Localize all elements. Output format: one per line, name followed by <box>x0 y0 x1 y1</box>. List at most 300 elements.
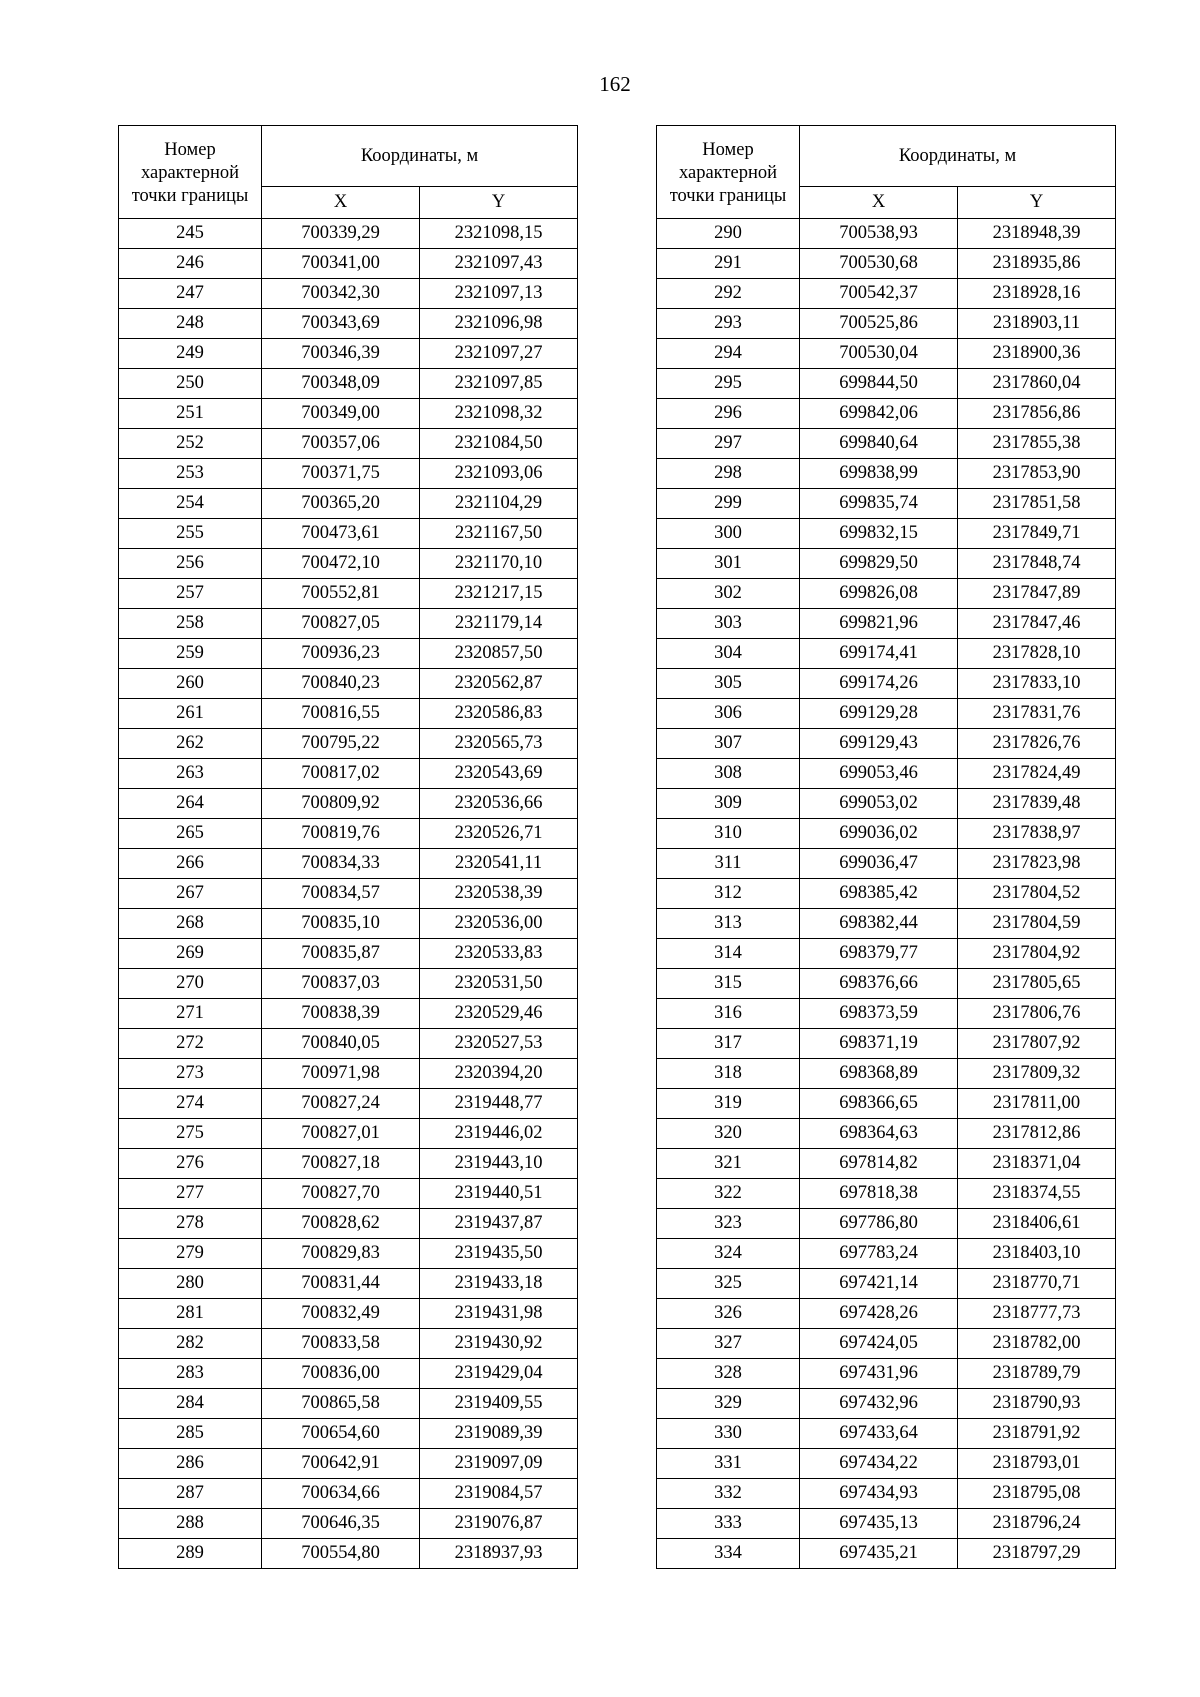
point-number-cell: 297 <box>657 429 800 459</box>
point-number-cell: 269 <box>119 939 262 969</box>
x-coordinate-cell: 700346,39 <box>262 339 420 369</box>
y-coordinate-cell: 2317824,49 <box>958 759 1116 789</box>
y-coordinate-cell: 2318937,93 <box>420 1539 578 1569</box>
point-number-cell: 286 <box>119 1449 262 1479</box>
table-row <box>119 309 578 339</box>
x-coordinate-cell: 700646,35 <box>262 1509 420 1539</box>
table-row <box>657 1059 1116 1089</box>
y-coordinate-cell: 2321098,15 <box>420 219 578 249</box>
table-body-left <box>119 219 578 1569</box>
x-coordinate-cell: 700816,55 <box>262 699 420 729</box>
point-number-cell: 294 <box>657 339 800 369</box>
y-coordinate-cell: 2320541,11 <box>420 849 578 879</box>
table-body-right <box>657 219 1116 1569</box>
point-number-cell: 327 <box>657 1329 800 1359</box>
x-coordinate-cell: 700342,30 <box>262 279 420 309</box>
y-coordinate-cell: 2320527,53 <box>420 1029 578 1059</box>
point-number-cell: 266 <box>119 849 262 879</box>
y-coordinate-cell: 2317809,32 <box>958 1059 1116 1089</box>
y-coordinate-cell: 2321167,50 <box>420 519 578 549</box>
point-number-cell: 280 <box>119 1269 262 1299</box>
table-row <box>657 1149 1116 1179</box>
table-row <box>119 1479 578 1509</box>
point-number-cell: 309 <box>657 789 800 819</box>
table-row <box>657 309 1116 339</box>
point-number-cell: 265 <box>119 819 262 849</box>
x-coordinate-cell: 700809,92 <box>262 789 420 819</box>
header-point-number: Номер характерной точки границы <box>119 126 262 219</box>
table-row <box>657 969 1116 999</box>
point-number-cell: 279 <box>119 1239 262 1269</box>
y-coordinate-cell: 2321096,98 <box>420 309 578 339</box>
x-coordinate-cell: 700552,81 <box>262 579 420 609</box>
x-coordinate-cell: 700840,05 <box>262 1029 420 1059</box>
x-coordinate-cell: 698379,77 <box>800 939 958 969</box>
y-coordinate-cell: 2317826,76 <box>958 729 1116 759</box>
x-coordinate-cell: 699840,64 <box>800 429 958 459</box>
table-row <box>119 549 578 579</box>
table-row <box>119 939 578 969</box>
y-coordinate-cell: 2318935,86 <box>958 249 1116 279</box>
point-number-cell: 307 <box>657 729 800 759</box>
table-row <box>119 1509 578 1539</box>
point-number-cell: 311 <box>657 849 800 879</box>
table-row <box>657 1089 1116 1119</box>
y-coordinate-cell: 2319097,09 <box>420 1449 578 1479</box>
y-coordinate-cell: 2320538,39 <box>420 879 578 909</box>
y-coordinate-cell: 2317856,86 <box>958 399 1116 429</box>
y-coordinate-cell: 2319084,57 <box>420 1479 578 1509</box>
x-coordinate-cell: 698366,65 <box>800 1089 958 1119</box>
point-number-cell: 323 <box>657 1209 800 1239</box>
table-row <box>657 609 1116 639</box>
table-row <box>657 1299 1116 1329</box>
table-row <box>657 759 1116 789</box>
table-row <box>119 1389 578 1419</box>
x-coordinate-cell: 700349,00 <box>262 399 420 429</box>
y-coordinate-cell: 2321097,85 <box>420 369 578 399</box>
table-row <box>119 969 578 999</box>
x-coordinate-cell: 698373,59 <box>800 999 958 1029</box>
y-coordinate-cell: 2320586,83 <box>420 699 578 729</box>
y-coordinate-cell: 2317804,52 <box>958 879 1116 909</box>
x-coordinate-cell: 697431,96 <box>800 1359 958 1389</box>
table-row <box>119 789 578 819</box>
x-coordinate-cell: 700827,05 <box>262 609 420 639</box>
table-row <box>657 1509 1116 1539</box>
header-x: X <box>262 187 420 219</box>
y-coordinate-cell: 2320857,50 <box>420 639 578 669</box>
y-coordinate-cell: 2318371,04 <box>958 1149 1116 1179</box>
point-number-cell: 303 <box>657 609 800 639</box>
y-coordinate-cell: 2318777,73 <box>958 1299 1116 1329</box>
point-number-cell: 333 <box>657 1509 800 1539</box>
table-row <box>657 519 1116 549</box>
x-coordinate-cell: 699838,99 <box>800 459 958 489</box>
y-coordinate-cell: 2317828,10 <box>958 639 1116 669</box>
table-row <box>657 669 1116 699</box>
y-coordinate-cell: 2317849,71 <box>958 519 1116 549</box>
point-number-cell: 270 <box>119 969 262 999</box>
point-number-cell: 256 <box>119 549 262 579</box>
y-coordinate-cell: 2317804,92 <box>958 939 1116 969</box>
table-row <box>119 399 578 429</box>
y-coordinate-cell: 2319448,77 <box>420 1089 578 1119</box>
page-number: 162 <box>599 72 631 96</box>
table-row <box>119 699 578 729</box>
point-number-cell: 292 <box>657 279 800 309</box>
header-point-number: Номер характерной точки границы <box>657 126 800 219</box>
y-coordinate-cell: 2317847,89 <box>958 579 1116 609</box>
table-row <box>119 1239 578 1269</box>
table-row <box>119 909 578 939</box>
point-number-cell: 257 <box>119 579 262 609</box>
table-row <box>119 279 578 309</box>
x-coordinate-cell: 700834,33 <box>262 849 420 879</box>
x-coordinate-cell: 700530,68 <box>800 249 958 279</box>
y-coordinate-cell: 2318403,10 <box>958 1239 1116 1269</box>
point-number-cell: 264 <box>119 789 262 819</box>
y-coordinate-cell: 2317855,38 <box>958 429 1116 459</box>
table-row <box>119 489 578 519</box>
y-coordinate-cell: 2318948,39 <box>958 219 1116 249</box>
y-coordinate-cell: 2318928,16 <box>958 279 1116 309</box>
point-number-cell: 296 <box>657 399 800 429</box>
y-coordinate-cell: 2318900,36 <box>958 339 1116 369</box>
point-number-cell: 318 <box>657 1059 800 1089</box>
table-row <box>657 849 1116 879</box>
table-row <box>657 819 1116 849</box>
table-row <box>119 1329 578 1359</box>
point-number-cell: 302 <box>657 579 800 609</box>
point-number-cell: 273 <box>119 1059 262 1089</box>
table-row <box>119 759 578 789</box>
table-row <box>657 1359 1116 1389</box>
point-number-cell: 290 <box>657 219 800 249</box>
point-number-cell: 308 <box>657 759 800 789</box>
y-coordinate-cell: 2317811,00 <box>958 1089 1116 1119</box>
x-coordinate-cell: 699129,43 <box>800 729 958 759</box>
x-coordinate-cell: 700371,75 <box>262 459 420 489</box>
x-coordinate-cell: 700538,93 <box>800 219 958 249</box>
point-number-cell: 261 <box>119 699 262 729</box>
table-row <box>119 639 578 669</box>
x-coordinate-cell: 700472,10 <box>262 549 420 579</box>
table-row <box>657 909 1116 939</box>
table-row <box>657 579 1116 609</box>
x-coordinate-cell: 700835,87 <box>262 939 420 969</box>
x-coordinate-cell: 698382,44 <box>800 909 958 939</box>
point-number-cell: 254 <box>119 489 262 519</box>
table-row <box>119 1149 578 1179</box>
point-number-cell: 262 <box>119 729 262 759</box>
table-row <box>119 579 578 609</box>
y-coordinate-cell: 2319437,87 <box>420 1209 578 1239</box>
point-number-cell: 267 <box>119 879 262 909</box>
y-coordinate-cell: 2320565,73 <box>420 729 578 759</box>
x-coordinate-cell: 700554,80 <box>262 1539 420 1569</box>
y-coordinate-cell: 2318793,01 <box>958 1449 1116 1479</box>
x-coordinate-cell: 697435,21 <box>800 1539 958 1569</box>
header-x: X <box>800 187 958 219</box>
x-coordinate-cell: 698376,66 <box>800 969 958 999</box>
point-number-cell: 248 <box>119 309 262 339</box>
point-number-cell: 271 <box>119 999 262 1029</box>
point-number-cell: 328 <box>657 1359 800 1389</box>
x-coordinate-cell: 699053,46 <box>800 759 958 789</box>
table-row <box>657 1479 1116 1509</box>
table-row <box>657 1239 1116 1269</box>
y-coordinate-cell: 2321097,43 <box>420 249 578 279</box>
point-number-cell: 281 <box>119 1299 262 1329</box>
y-coordinate-cell: 2317853,90 <box>958 459 1116 489</box>
y-coordinate-cell: 2318406,61 <box>958 1209 1116 1239</box>
x-coordinate-cell: 700343,69 <box>262 309 420 339</box>
point-number-cell: 249 <box>119 339 262 369</box>
x-coordinate-cell: 699826,08 <box>800 579 958 609</box>
x-coordinate-cell: 700828,62 <box>262 1209 420 1239</box>
y-coordinate-cell: 2319440,51 <box>420 1179 578 1209</box>
x-coordinate-cell: 700971,98 <box>262 1059 420 1089</box>
x-coordinate-cell: 697818,38 <box>800 1179 958 1209</box>
x-coordinate-cell: 700795,22 <box>262 729 420 759</box>
y-coordinate-cell: 2318903,11 <box>958 309 1116 339</box>
table-row <box>657 1449 1116 1479</box>
y-coordinate-cell: 2319443,10 <box>420 1149 578 1179</box>
y-coordinate-cell: 2317847,46 <box>958 609 1116 639</box>
point-number-cell: 313 <box>657 909 800 939</box>
table-row <box>657 249 1116 279</box>
x-coordinate-cell: 698364,63 <box>800 1119 958 1149</box>
y-coordinate-cell: 2317807,92 <box>958 1029 1116 1059</box>
table-row <box>119 1059 578 1089</box>
point-number-cell: 322 <box>657 1179 800 1209</box>
point-number-cell: 251 <box>119 399 262 429</box>
header-y: Y <box>958 187 1116 219</box>
table-row <box>657 999 1116 1029</box>
table-row <box>119 1419 578 1449</box>
table-row <box>657 1329 1116 1359</box>
x-coordinate-cell: 700840,23 <box>262 669 420 699</box>
y-coordinate-cell: 2317831,76 <box>958 699 1116 729</box>
table-row <box>119 1359 578 1389</box>
y-coordinate-cell: 2319433,18 <box>420 1269 578 1299</box>
point-number-cell: 246 <box>119 249 262 279</box>
point-number-cell: 319 <box>657 1089 800 1119</box>
point-number-cell: 304 <box>657 639 800 669</box>
table-row <box>119 819 578 849</box>
table-row <box>119 729 578 759</box>
table-row <box>119 1209 578 1239</box>
x-coordinate-cell: 700827,70 <box>262 1179 420 1209</box>
x-coordinate-cell: 700530,04 <box>800 339 958 369</box>
x-coordinate-cell: 700833,58 <box>262 1329 420 1359</box>
table-row <box>657 1029 1116 1059</box>
y-coordinate-cell: 2320526,71 <box>420 819 578 849</box>
y-coordinate-cell: 2317860,04 <box>958 369 1116 399</box>
x-coordinate-cell: 700836,00 <box>262 1359 420 1389</box>
table-row <box>119 519 578 549</box>
coordinates-table-right <box>656 125 1116 1569</box>
point-number-cell: 298 <box>657 459 800 489</box>
table-row <box>657 219 1116 249</box>
header-coordinates: Координаты, м <box>262 126 578 187</box>
table-row <box>119 1179 578 1209</box>
table-row <box>119 849 578 879</box>
header-y: Y <box>420 187 578 219</box>
point-number-cell: 258 <box>119 609 262 639</box>
x-coordinate-cell: 699053,02 <box>800 789 958 819</box>
point-number-cell: 300 <box>657 519 800 549</box>
point-number-cell: 329 <box>657 1389 800 1419</box>
point-number-cell: 315 <box>657 969 800 999</box>
y-coordinate-cell: 2319076,87 <box>420 1509 578 1539</box>
point-number-cell: 282 <box>119 1329 262 1359</box>
x-coordinate-cell: 700525,86 <box>800 309 958 339</box>
table-row <box>657 789 1116 819</box>
table-row <box>657 429 1116 459</box>
point-number-cell: 272 <box>119 1029 262 1059</box>
table-row <box>119 1449 578 1479</box>
point-number-cell: 276 <box>119 1149 262 1179</box>
x-coordinate-cell: 700473,61 <box>262 519 420 549</box>
table-row <box>119 1299 578 1329</box>
y-coordinate-cell: 2321179,14 <box>420 609 578 639</box>
point-number-cell: 247 <box>119 279 262 309</box>
point-number-cell: 255 <box>119 519 262 549</box>
x-coordinate-cell: 700827,18 <box>262 1149 420 1179</box>
y-coordinate-cell: 2319446,02 <box>420 1119 578 1149</box>
point-number-cell: 278 <box>119 1209 262 1239</box>
point-number-cell: 310 <box>657 819 800 849</box>
table-row <box>657 1389 1116 1419</box>
point-number-cell: 285 <box>119 1419 262 1449</box>
point-number-cell: 332 <box>657 1479 800 1509</box>
table-row <box>119 1269 578 1299</box>
table-row <box>119 1539 578 1569</box>
table-row <box>119 219 578 249</box>
y-coordinate-cell: 2317804,59 <box>958 909 1116 939</box>
x-coordinate-cell: 700642,91 <box>262 1449 420 1479</box>
x-coordinate-cell: 697432,96 <box>800 1389 958 1419</box>
x-coordinate-cell: 700837,03 <box>262 969 420 999</box>
table-row <box>657 1419 1116 1449</box>
x-coordinate-cell: 699829,50 <box>800 549 958 579</box>
x-coordinate-cell: 699129,28 <box>800 699 958 729</box>
point-number-cell: 326 <box>657 1299 800 1329</box>
point-number-cell: 260 <box>119 669 262 699</box>
table-row <box>657 699 1116 729</box>
table-row <box>657 489 1116 519</box>
x-coordinate-cell: 700838,39 <box>262 999 420 1029</box>
x-coordinate-cell: 697435,13 <box>800 1509 958 1539</box>
x-coordinate-cell: 700936,23 <box>262 639 420 669</box>
y-coordinate-cell: 2320562,87 <box>420 669 578 699</box>
point-number-cell: 259 <box>119 639 262 669</box>
x-coordinate-cell: 697421,14 <box>800 1269 958 1299</box>
y-coordinate-cell: 2318795,08 <box>958 1479 1116 1509</box>
x-coordinate-cell: 699844,50 <box>800 369 958 399</box>
y-coordinate-cell: 2319435,50 <box>420 1239 578 1269</box>
y-coordinate-cell: 2318374,55 <box>958 1179 1116 1209</box>
x-coordinate-cell: 699832,15 <box>800 519 958 549</box>
point-number-cell: 320 <box>657 1119 800 1149</box>
table-row <box>119 429 578 459</box>
table-row <box>657 729 1116 759</box>
point-number-cell: 275 <box>119 1119 262 1149</box>
point-number-cell: 252 <box>119 429 262 459</box>
x-coordinate-cell: 697814,82 <box>800 1149 958 1179</box>
point-number-cell: 293 <box>657 309 800 339</box>
x-coordinate-cell: 700819,76 <box>262 819 420 849</box>
table-row <box>657 339 1116 369</box>
point-number-cell: 289 <box>119 1539 262 1569</box>
x-coordinate-cell: 699036,02 <box>800 819 958 849</box>
table-row <box>657 549 1116 579</box>
table-row <box>119 1089 578 1119</box>
x-coordinate-cell: 700357,06 <box>262 429 420 459</box>
x-coordinate-cell: 698368,89 <box>800 1059 958 1089</box>
x-coordinate-cell: 700829,83 <box>262 1239 420 1269</box>
point-number-cell: 330 <box>657 1419 800 1449</box>
x-coordinate-cell: 698371,19 <box>800 1029 958 1059</box>
x-coordinate-cell: 700817,02 <box>262 759 420 789</box>
x-coordinate-cell: 697783,24 <box>800 1239 958 1269</box>
x-coordinate-cell: 700341,00 <box>262 249 420 279</box>
table-row <box>657 279 1116 309</box>
table-row <box>119 369 578 399</box>
y-coordinate-cell: 2317839,48 <box>958 789 1116 819</box>
point-number-cell: 306 <box>657 699 800 729</box>
x-coordinate-cell: 699842,06 <box>800 399 958 429</box>
y-coordinate-cell: 2321104,29 <box>420 489 578 519</box>
x-coordinate-cell: 697786,80 <box>800 1209 958 1239</box>
x-coordinate-cell: 699835,74 <box>800 489 958 519</box>
y-coordinate-cell: 2318782,00 <box>958 1329 1116 1359</box>
x-coordinate-cell: 700339,29 <box>262 219 420 249</box>
x-coordinate-cell: 700865,58 <box>262 1389 420 1419</box>
table-row <box>119 669 578 699</box>
y-coordinate-cell: 2317848,74 <box>958 549 1116 579</box>
y-coordinate-cell: 2320533,83 <box>420 939 578 969</box>
x-coordinate-cell: 697434,22 <box>800 1449 958 1479</box>
y-coordinate-cell: 2317838,97 <box>958 819 1116 849</box>
x-coordinate-cell: 697428,26 <box>800 1299 958 1329</box>
point-number-cell: 284 <box>119 1389 262 1419</box>
table-row <box>657 459 1116 489</box>
x-coordinate-cell: 697433,64 <box>800 1419 958 1449</box>
y-coordinate-cell: 2321097,13 <box>420 279 578 309</box>
header-coordinates: Координаты, м <box>800 126 1116 187</box>
y-coordinate-cell: 2317851,58 <box>958 489 1116 519</box>
x-coordinate-cell: 699174,41 <box>800 639 958 669</box>
y-coordinate-cell: 2318796,24 <box>958 1509 1116 1539</box>
y-coordinate-cell: 2321093,06 <box>420 459 578 489</box>
x-coordinate-cell: 700348,09 <box>262 369 420 399</box>
table-row <box>657 939 1116 969</box>
y-coordinate-cell: 2319429,04 <box>420 1359 578 1389</box>
table-row <box>119 339 578 369</box>
table-row <box>119 1029 578 1059</box>
point-number-cell: 263 <box>119 759 262 789</box>
x-coordinate-cell: 699036,47 <box>800 849 958 879</box>
y-coordinate-cell: 2318791,92 <box>958 1419 1116 1449</box>
point-number-cell: 305 <box>657 669 800 699</box>
x-coordinate-cell: 700831,44 <box>262 1269 420 1299</box>
y-coordinate-cell: 2318790,93 <box>958 1389 1116 1419</box>
y-coordinate-cell: 2317823,98 <box>958 849 1116 879</box>
point-number-cell: 301 <box>657 549 800 579</box>
